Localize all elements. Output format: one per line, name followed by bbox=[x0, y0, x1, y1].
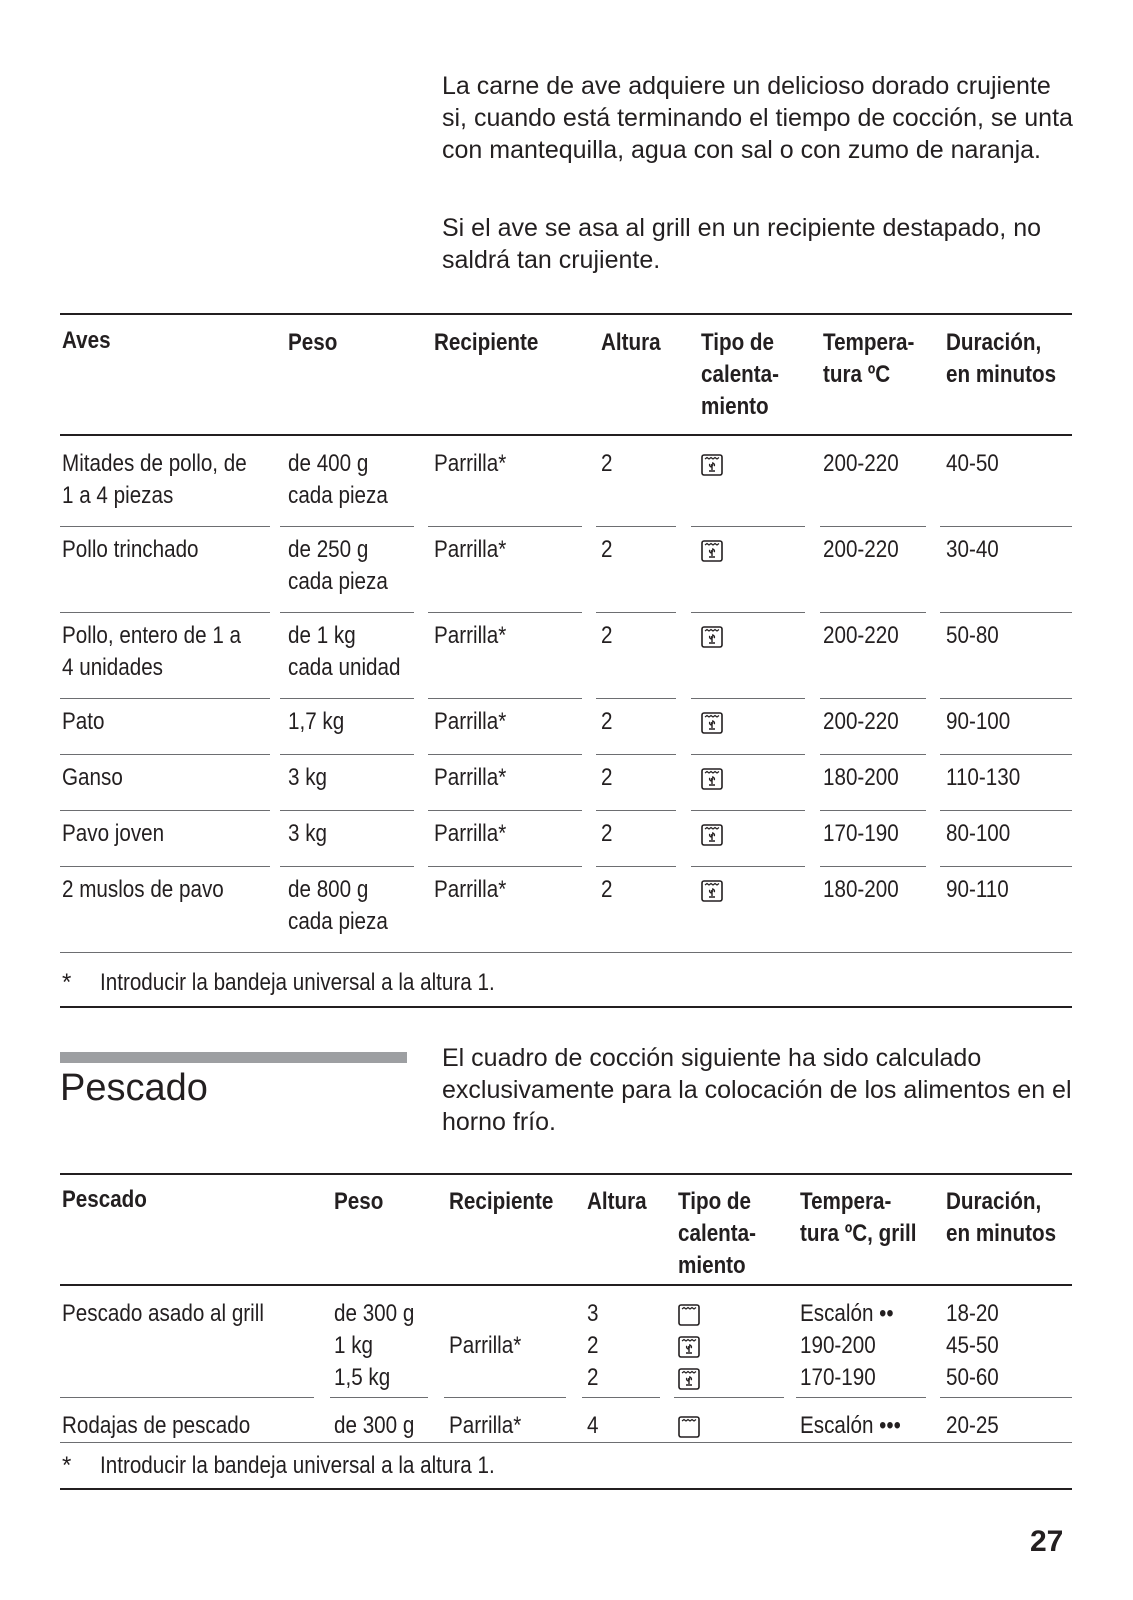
aves-row-rule bbox=[60, 866, 270, 867]
aves-cell-recipiente bbox=[434, 874, 518, 906]
aves-cell-item-text: Pato bbox=[62, 708, 105, 735]
aves-row-rule bbox=[60, 698, 270, 699]
aves-cell-duracion-text: 30-40 bbox=[946, 536, 999, 563]
aves-cell-peso-text: 3 kg bbox=[288, 820, 328, 847]
aves-table-top-rule bbox=[60, 313, 1072, 315]
pescado-cell-item-text: Rodajas de pescado bbox=[62, 1412, 251, 1439]
aves-cell-recipiente-text: Parrilla* bbox=[434, 876, 507, 903]
aves-row-rule bbox=[940, 866, 1072, 867]
aves-row-rule bbox=[820, 866, 926, 867]
aves-header-recipiente: Recipiente bbox=[434, 329, 539, 356]
pescado-cell-duracion bbox=[946, 1298, 1007, 1394]
aves-row-rule bbox=[940, 810, 1072, 811]
convection-grill-icon bbox=[701, 540, 723, 567]
pescado-header-recipiente: Recipiente bbox=[449, 1188, 554, 1215]
aves-row-rule bbox=[596, 754, 676, 755]
pescado-table-top-rule bbox=[60, 1173, 1072, 1175]
pescado-header-duracion: Duración, en minutos bbox=[946, 1188, 1057, 1247]
aves-cell-peso-text: de 1 kg cada unidad bbox=[288, 622, 401, 681]
aves-row-rule bbox=[428, 526, 582, 527]
aves-cell-recipiente bbox=[434, 448, 518, 480]
aves-cell-altura-text: 2 bbox=[601, 622, 613, 649]
aves-header-temp: Tempera- tura ºC bbox=[823, 329, 915, 388]
aves-row-rule bbox=[280, 526, 414, 527]
aves-cell-duracion bbox=[946, 534, 1007, 566]
aves-header-altura: Altura bbox=[601, 329, 661, 356]
aves-cell-item bbox=[62, 534, 221, 566]
aves-cell-peso-text: de 800 g cada pieza bbox=[288, 876, 388, 935]
pescado-cell-duracion bbox=[946, 1410, 1007, 1442]
pescado-cell-temp-text: Escalón •• 190-200 170-190 bbox=[800, 1300, 894, 1391]
aves-cell-recipiente-text: Parrilla* bbox=[434, 708, 507, 735]
aves-cell-temp-text: 200-220 bbox=[823, 708, 899, 735]
aves-row-rule bbox=[60, 810, 270, 811]
aves-cell-duracion-text: 90-100 bbox=[946, 708, 1011, 735]
pescado-cell-duracion-text: 20-25 bbox=[946, 1412, 999, 1439]
grill-icon bbox=[678, 1304, 700, 1331]
aves-cell-duracion bbox=[946, 874, 1019, 906]
aves-row-rule bbox=[940, 698, 1072, 699]
pescado-cell-peso-text: de 300 g 1 kg 1,5 kg bbox=[334, 1300, 415, 1391]
aves-row-rule bbox=[596, 612, 676, 613]
aves-row-rule bbox=[691, 754, 805, 755]
aves-cell-temp bbox=[823, 448, 911, 480]
aves-header-item: Aves bbox=[62, 327, 111, 354]
aves-cell-item bbox=[62, 448, 277, 512]
aves-cell-duracion-text: 40-50 bbox=[946, 450, 999, 477]
pescado-cell-recipiente bbox=[449, 1298, 533, 1362]
aves-cell-peso bbox=[288, 534, 404, 598]
pescado-table-bottom-rule bbox=[60, 1488, 1072, 1490]
aves-cell-recipiente bbox=[434, 706, 518, 738]
pescado-cell-duracion-text: 18-20 45-50 50-60 bbox=[946, 1300, 999, 1391]
pescado-cell-peso bbox=[334, 1410, 427, 1442]
aves-cell-duracion-text: 90-110 bbox=[946, 876, 1009, 903]
aves-header-rule bbox=[60, 434, 1072, 436]
aves-cell-peso bbox=[288, 448, 404, 512]
aves-cell-altura-text: 2 bbox=[601, 536, 613, 563]
aves-cell-peso-text: de 400 g cada pieza bbox=[288, 450, 388, 509]
pescado-cell-altura bbox=[587, 1410, 600, 1442]
pescado-cell-altura-text: 3 2 2 bbox=[587, 1300, 599, 1391]
aves-table-bottom-rule bbox=[60, 1006, 1072, 1008]
intro-paragraph-1: La carne de ave adquiere un delicioso dorado crujiente si, cuando está terminando el tiempo de cocción, se unta con mantequilla, agua con sal o con zumo de naranja. bbox=[442, 72, 1073, 164]
aves-row-rule bbox=[940, 526, 1072, 527]
aves-cell-peso-text: 1,7 kg bbox=[288, 708, 345, 735]
aves-cell-recipiente-text: Parrilla* bbox=[434, 820, 507, 847]
aves-cell-altura-text: 2 bbox=[601, 876, 613, 903]
pescado-cell-peso-text: de 300 g bbox=[334, 1412, 415, 1439]
convection-grill-icon bbox=[678, 1368, 700, 1395]
aves-cell-peso-text: 3 kg bbox=[288, 764, 328, 791]
pescado-intro: El cuadro de cocción siguiente ha sido calculado exclusivamente para la colocación de los alimentos en el horno frío. bbox=[442, 1044, 1072, 1136]
aves-header-tipo: Tipo de calenta- miento bbox=[701, 329, 780, 420]
pescado-cell-recipiente-text: Parrilla* bbox=[449, 1412, 522, 1439]
aves-row-rule bbox=[820, 698, 926, 699]
aves-cell-recipiente bbox=[434, 620, 518, 652]
pescado-cell-altura-text: 4 bbox=[587, 1412, 599, 1439]
aves-cell-altura bbox=[601, 762, 614, 794]
convection-grill-icon bbox=[701, 880, 723, 907]
section-title: Pescado bbox=[60, 1067, 208, 1109]
aves-cell-altura-text: 2 bbox=[601, 820, 613, 847]
aves-cell-item bbox=[62, 620, 270, 684]
aves-cell-duracion bbox=[946, 818, 1021, 850]
aves-cell-peso bbox=[288, 874, 404, 938]
aves-cell-altura bbox=[601, 706, 614, 738]
aves-cell-item-text: 2 muslos de pavo bbox=[62, 876, 224, 903]
aves-row-rule bbox=[60, 612, 270, 613]
aves-row-rule bbox=[60, 754, 270, 755]
convection-grill-icon bbox=[678, 1336, 700, 1363]
aves-cell-temp-text: 170-190 bbox=[823, 820, 899, 847]
pescado-cell-item bbox=[62, 1298, 297, 1330]
pescado-cell-item bbox=[62, 1410, 281, 1442]
aves-cell-recipiente-text: Parrilla* bbox=[434, 622, 507, 649]
aves-cell-altura bbox=[601, 874, 614, 906]
aves-row-rule bbox=[940, 754, 1072, 755]
intro-paragraph-2: Si el ave se asa al grill en un recipiente destapado, no saldrá tan crujiente. bbox=[442, 214, 1041, 274]
pescado-cell-temp-text: Escalón ••• bbox=[800, 1412, 901, 1439]
section-bar bbox=[60, 1052, 407, 1063]
aves-footnote-rule bbox=[60, 952, 1072, 953]
pescado-cell-recipiente-text: Parrilla* bbox=[449, 1332, 522, 1359]
pescado-row-rule bbox=[940, 1397, 1072, 1398]
aves-cell-temp-text: 180-200 bbox=[823, 876, 899, 903]
aves-cell-altura bbox=[601, 818, 614, 850]
aves-cell-temp-text: 180-200 bbox=[823, 764, 899, 791]
aves-row-rule bbox=[820, 526, 926, 527]
aves-cell-duracion-text: 80-100 bbox=[946, 820, 1011, 847]
aves-row-rule bbox=[691, 810, 805, 811]
aves-row-rule bbox=[428, 754, 582, 755]
aves-cell-temp bbox=[823, 762, 911, 794]
aves-footnote-mark: * bbox=[62, 969, 72, 996]
convection-grill-icon bbox=[701, 824, 723, 851]
pescado-header-peso: Peso bbox=[334, 1188, 384, 1215]
aves-cell-altura bbox=[601, 448, 614, 480]
aves-cell-peso bbox=[288, 762, 333, 794]
pescado-cell-altura bbox=[587, 1298, 600, 1394]
aves-cell-temp bbox=[823, 874, 911, 906]
aves-cell-peso bbox=[288, 818, 333, 850]
aves-cell-temp-text: 200-220 bbox=[823, 536, 899, 563]
aves-row-rule bbox=[691, 866, 805, 867]
pescado-header-tipo: Tipo de calenta- miento bbox=[678, 1188, 757, 1279]
grill-icon bbox=[678, 1416, 700, 1443]
aves-row-rule bbox=[428, 612, 582, 613]
page-number: 27 bbox=[1030, 1525, 1064, 1558]
pescado-cell-temp bbox=[800, 1410, 917, 1442]
pescado-row-rule bbox=[674, 1397, 784, 1398]
aves-cell-temp bbox=[823, 818, 911, 850]
aves-row-rule bbox=[820, 754, 926, 755]
pescado-row-rule bbox=[60, 1397, 314, 1398]
aves-row-rule bbox=[691, 698, 805, 699]
aves-cell-duracion bbox=[946, 620, 1007, 652]
pescado-header-temp: Tempera- tura ºC, grill bbox=[800, 1188, 917, 1247]
aves-row-rule bbox=[596, 526, 676, 527]
aves-row-rule bbox=[596, 698, 676, 699]
aves-row-rule bbox=[428, 866, 582, 867]
aves-cell-duracion-text: 110-130 bbox=[946, 764, 1021, 791]
aves-row-rule bbox=[428, 810, 582, 811]
aves-cell-recipiente-text: Parrilla* bbox=[434, 536, 507, 563]
aves-cell-altura bbox=[601, 534, 614, 566]
aves-row-rule bbox=[596, 866, 676, 867]
aves-row-rule bbox=[940, 612, 1072, 613]
pescado-cell-item-text: Pescado asado al grill bbox=[62, 1300, 264, 1327]
pescado-cell-peso bbox=[334, 1298, 427, 1394]
pescado-cell-temp bbox=[800, 1298, 909, 1394]
aves-cell-item bbox=[62, 874, 250, 906]
pescado-row-rule bbox=[444, 1397, 566, 1398]
aves-footnote: Introducir la bandeja universal a la altura 1. bbox=[100, 969, 495, 996]
aves-cell-altura-text: 2 bbox=[601, 764, 613, 791]
aves-row-rule bbox=[280, 754, 414, 755]
aves-row-rule bbox=[428, 698, 582, 699]
aves-cell-recipiente bbox=[434, 818, 518, 850]
aves-cell-altura bbox=[601, 620, 614, 652]
aves-row-rule bbox=[691, 612, 805, 613]
pescado-row-rule bbox=[582, 1397, 660, 1398]
aves-cell-peso bbox=[288, 620, 419, 684]
aves-cell-altura-text: 2 bbox=[601, 450, 613, 477]
aves-cell-item-text: Mitades de pollo, de 1 a 4 piezas bbox=[62, 450, 247, 509]
aves-row-rule bbox=[691, 526, 805, 527]
aves-cell-item-text: Pollo trinchado bbox=[62, 536, 199, 563]
aves-cell-duracion bbox=[946, 448, 1007, 480]
aves-cell-item-text: Pollo, entero de 1 a 4 unidades bbox=[62, 622, 242, 681]
aves-cell-peso-text: de 250 g cada pieza bbox=[288, 536, 388, 595]
pescado-header-item: Pescado bbox=[62, 1186, 147, 1213]
convection-grill-icon bbox=[701, 454, 723, 481]
pescado-footnote-rule bbox=[60, 1442, 1072, 1443]
aves-row-rule bbox=[280, 698, 414, 699]
aves-cell-item bbox=[62, 762, 133, 794]
aves-row-rule bbox=[596, 810, 676, 811]
pescado-header-altura: Altura bbox=[587, 1188, 647, 1215]
aves-header-peso: Peso bbox=[288, 329, 338, 356]
pescado-footnote: Introducir la bandeja universal a la altura 1. bbox=[100, 1452, 495, 1479]
pescado-cell-recipiente bbox=[449, 1410, 533, 1442]
aves-cell-temp bbox=[823, 620, 911, 652]
aves-cell-duracion-text: 50-80 bbox=[946, 622, 999, 649]
aves-cell-duracion bbox=[946, 706, 1021, 738]
pescado-row-rule bbox=[330, 1397, 428, 1398]
convection-grill-icon bbox=[701, 768, 723, 795]
aves-cell-item-text: Ganso bbox=[62, 764, 123, 791]
aves-cell-item bbox=[62, 706, 111, 738]
aves-cell-temp-text: 200-220 bbox=[823, 450, 899, 477]
aves-cell-temp bbox=[823, 706, 911, 738]
aves-row-rule bbox=[280, 866, 414, 867]
aves-cell-recipiente-text: Parrilla* bbox=[434, 764, 507, 791]
aves-row-rule bbox=[820, 612, 926, 613]
aves-cell-duracion bbox=[946, 762, 1032, 794]
aves-cell-recipiente bbox=[434, 762, 518, 794]
aves-row-rule bbox=[820, 810, 926, 811]
aves-header-duracion: Duración, en minutos bbox=[946, 329, 1057, 388]
aves-row-rule bbox=[280, 612, 414, 613]
aves-cell-altura-text: 2 bbox=[601, 708, 613, 735]
convection-grill-icon bbox=[701, 712, 723, 739]
aves-cell-peso bbox=[288, 706, 353, 738]
aves-cell-item bbox=[62, 818, 181, 850]
convection-grill-icon bbox=[701, 626, 723, 653]
aves-cell-recipiente-text: Parrilla* bbox=[434, 450, 507, 477]
aves-cell-recipiente bbox=[434, 534, 518, 566]
aves-cell-temp bbox=[823, 534, 911, 566]
aves-cell-item-text: Pavo joven bbox=[62, 820, 165, 847]
aves-row-rule bbox=[60, 526, 270, 527]
aves-row-rule bbox=[280, 810, 414, 811]
pescado-row-rule bbox=[796, 1397, 926, 1398]
pescado-footnote-mark: * bbox=[62, 1452, 72, 1479]
pescado-header-rule bbox=[60, 1284, 1072, 1286]
aves-cell-temp-text: 200-220 bbox=[823, 622, 899, 649]
